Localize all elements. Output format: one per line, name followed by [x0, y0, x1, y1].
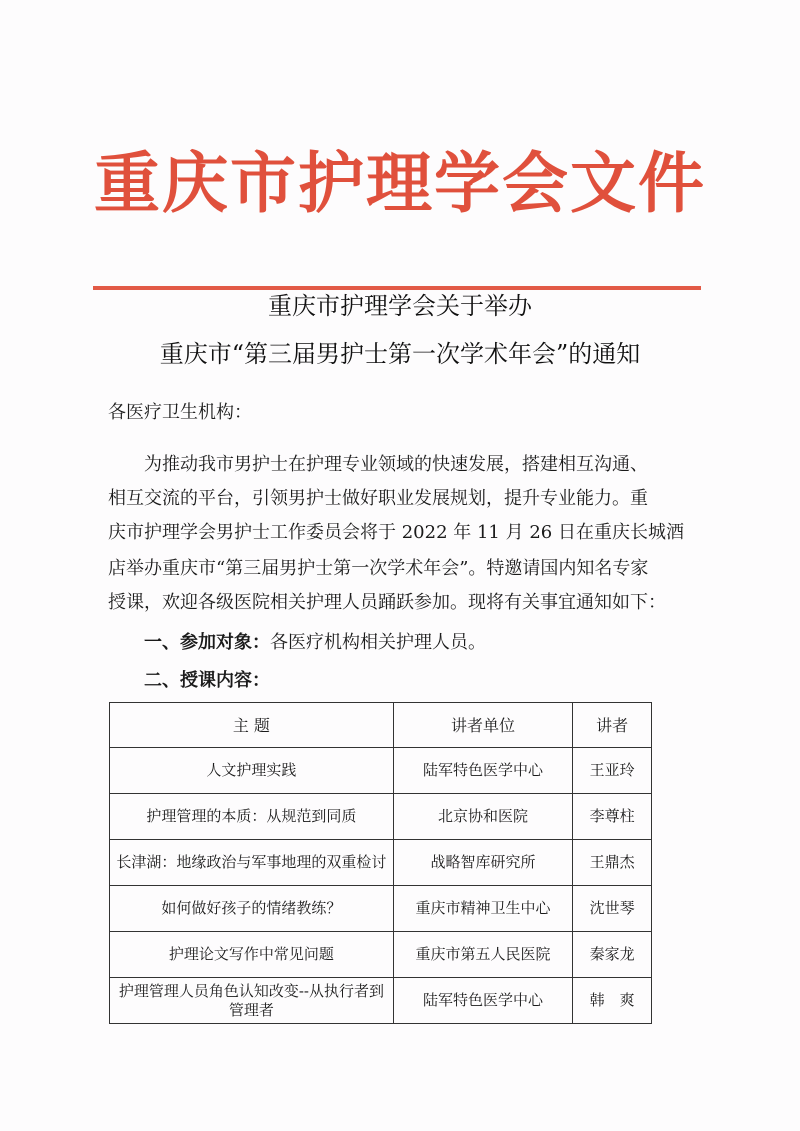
- section-content-heading: [144, 668, 270, 694]
- cell-topic: 长津湖：地缘政治与军事地理的双重检讨: [110, 840, 394, 886]
- cell-speaker-unit: 重庆市第五人民医院: [393, 932, 573, 978]
- section-participants: [144, 630, 486, 656]
- section-participants-label: 一、参加对象：: [144, 632, 270, 653]
- cell-speaker-unit: 陆军特色医学中心: [393, 748, 573, 794]
- cell-speaker: 李尊柱: [573, 794, 652, 840]
- cell-speaker: 沈世琴: [573, 886, 652, 932]
- table-row: [110, 794, 652, 840]
- cell-topic: 护理管理的本质：从规范到同质: [110, 794, 394, 840]
- body-paragraph-line: 相互交流的平台，引领男护士做好职业发展规划，提升专业能力。重: [108, 488, 648, 509]
- org-header-title: 重庆市护理学会文件: [94, 144, 706, 222]
- cell-topic: 护理管理人员角色认知改变--从执行者到管理者: [110, 978, 394, 1024]
- table-row: [110, 748, 652, 794]
- body-paragraph-line: 庆市护理学会男护士工作委员会将于 2022 年 11 月 26 日在重庆长城酒: [108, 522, 684, 543]
- cell-topic: 如何做好孩子的情绪教练？: [110, 886, 394, 932]
- table-row: [110, 840, 652, 886]
- cell-speaker-unit: 战略智库研究所: [393, 840, 573, 886]
- header-topic: 主 题: [110, 703, 394, 748]
- cell-speaker: 王亚玲: [573, 748, 652, 794]
- cell-speaker: 秦家龙: [573, 932, 652, 978]
- header-speaker-unit: 讲者单位: [393, 703, 573, 748]
- cell-speaker: 王鼎杰: [573, 840, 652, 886]
- cell-speaker-unit: 重庆市精神卫生中心: [393, 886, 573, 932]
- cell-topic: 人文护理实践: [110, 748, 394, 794]
- section-participants-text: 各医疗机构相关护理人员。: [270, 632, 486, 653]
- body-paragraph-line: 为推动我市男护士在护理专业领域的快速发展，搭建相互沟通、: [144, 454, 648, 475]
- table-header-row: [110, 703, 652, 748]
- notice-title-line-2: 重庆市“第三届男护士第一次学术年会”的通知: [159, 340, 641, 368]
- section-content-label: 二、授课内容：: [144, 670, 270, 691]
- body-paragraph-line: 店举办重庆市“第三届男护士第一次学术年会”。特邀请国内知名专家: [108, 558, 649, 579]
- cell-topic: 护理论文写作中常见问题: [110, 932, 394, 978]
- cell-speaker-unit: 北京协和医院: [393, 794, 573, 840]
- table-row: [110, 886, 652, 932]
- table-row: [110, 978, 652, 1024]
- cell-speaker-unit: 陆军特色医学中心: [393, 978, 573, 1024]
- table-row: [110, 932, 652, 978]
- salutation: 各医疗卫生机构：: [108, 402, 252, 423]
- cell-speaker: 韩 爽: [573, 978, 652, 1024]
- lecture-schedule-table: [109, 702, 652, 1024]
- header-speaker: 讲者: [573, 703, 652, 748]
- notice-title-line-1: 重庆市护理学会关于举办: [268, 292, 532, 320]
- body-paragraph-line: 授课，欢迎各级医院相关护理人员踊跃参加。现将有关事宜通知如下：: [108, 592, 666, 613]
